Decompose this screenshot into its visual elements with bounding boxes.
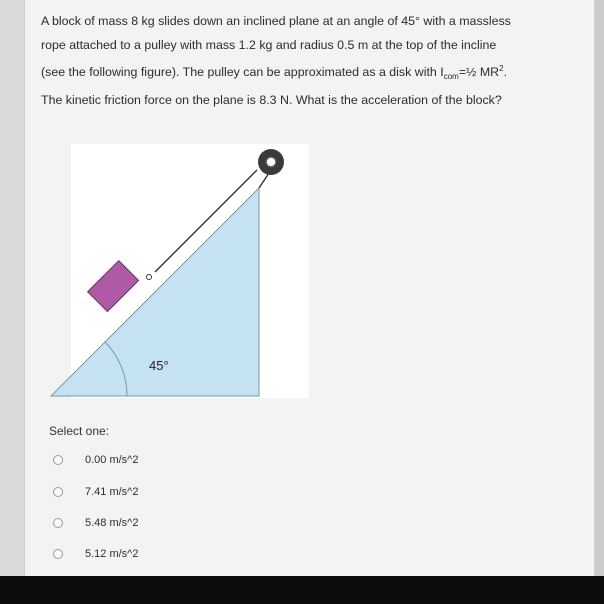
radius-exponent: 2 <box>499 64 504 73</box>
incline-figure <box>43 140 315 410</box>
window-right-edge <box>594 0 604 576</box>
inertia-subscript: com <box>443 72 459 81</box>
option-3-radio[interactable] <box>53 518 63 528</box>
question-line-3-formula: =½ MR <box>458 65 500 79</box>
option-2[interactable] <box>53 482 138 502</box>
question-text <box>41 10 571 112</box>
option-2-radio[interactable] <box>53 487 63 497</box>
select-one-label: Select one: <box>49 424 110 438</box>
pulley-axle <box>266 157 276 167</box>
option-1-radio[interactable] <box>53 455 63 465</box>
question-line-3-end: . <box>503 65 508 79</box>
option-4-radio[interactable] <box>53 549 63 559</box>
option-1-label[interactable]: 0.00 m/s^2 <box>85 454 139 466</box>
bottom-bar <box>0 576 604 604</box>
window-left-edge <box>0 0 24 576</box>
option-4[interactable] <box>53 544 138 564</box>
quiz-page <box>24 0 595 576</box>
option-1[interactable] <box>53 450 138 470</box>
question-line-4: The kinetic friction force on the plane is 8.3 N. What is the acceleration of the block? <box>41 92 502 107</box>
question-line-3 <box>41 57 571 89</box>
question-line-3-text: (see the following figure). The pulley can be approximated as a disk with I <box>41 65 444 79</box>
option-2-label[interactable]: 7.41 m/s^2 <box>85 486 139 498</box>
question-line-1: A block of mass 8 kg slides down an inclined plane at an angle of 45° with a massless <box>41 14 511 28</box>
option-4-label[interactable]: 5.12 m/s^2 <box>85 548 139 560</box>
rope-attachment <box>147 275 152 280</box>
option-3-label[interactable]: 5.48 m/s^2 <box>85 517 139 529</box>
option-3[interactable] <box>53 513 138 533</box>
angle-label: 45° <box>149 358 169 373</box>
question-line-2: rope attached to a pulley with mass 1.2 kg and radius 0.5 m at the top of the incline <box>41 37 497 52</box>
incline-diagram <box>43 140 315 410</box>
